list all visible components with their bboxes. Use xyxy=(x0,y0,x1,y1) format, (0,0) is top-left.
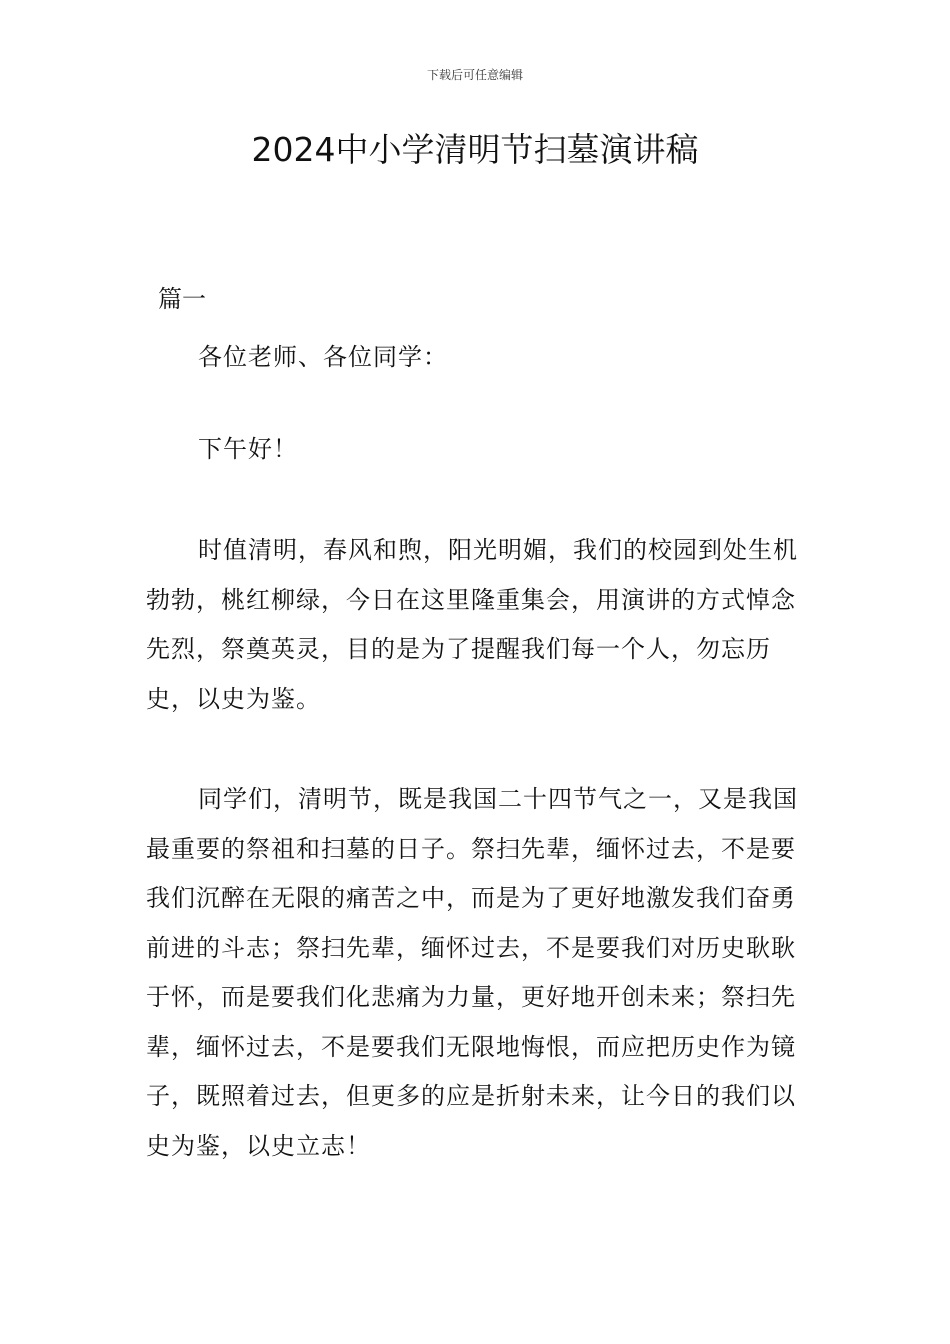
body-paragraph: 时值清明，春风和煦，阳光明媚，我们的校园到处生机勃勃，桃红柳绿，今日在这里隆重集会，用演讲的方式悼念先烈，祭奠英灵，目的是为了提醒我们每一个人，勿忘历史，以史为鉴。 xyxy=(146,536,798,713)
greeting-paragraph: 各位老师、各位同学： xyxy=(198,343,448,371)
document-title: 2024中小学清明节扫墓演讲稿 xyxy=(251,130,699,169)
header-note: 下载后可任意编辑 xyxy=(426,68,523,82)
body-paragraph: 同学们，清明节，既是我国二十四节气之一，又是我国最重要的祭祖和扫墓的日子。祭扫先辈，缅怀过去，不是要我们沉醉在无限的痛苦之中，而是为了更好地激发我们奋勇前进的斗志；祭扫先辈，缅怀过去，不是要我们对历史耿耿于怀，而是要我们化悲痛为力量，更好地开创未来；祭扫先辈，缅怀过去，不是要我们无限地悔恨，而应把历史作为镜子，既照着过去，但更多的应是折射未来，让今日的我们以史为鉴，以史立志！ xyxy=(146,785,798,1160)
salutation-paragraph: 下午好！ xyxy=(198,435,298,463)
section-label: 篇一 xyxy=(158,285,206,313)
